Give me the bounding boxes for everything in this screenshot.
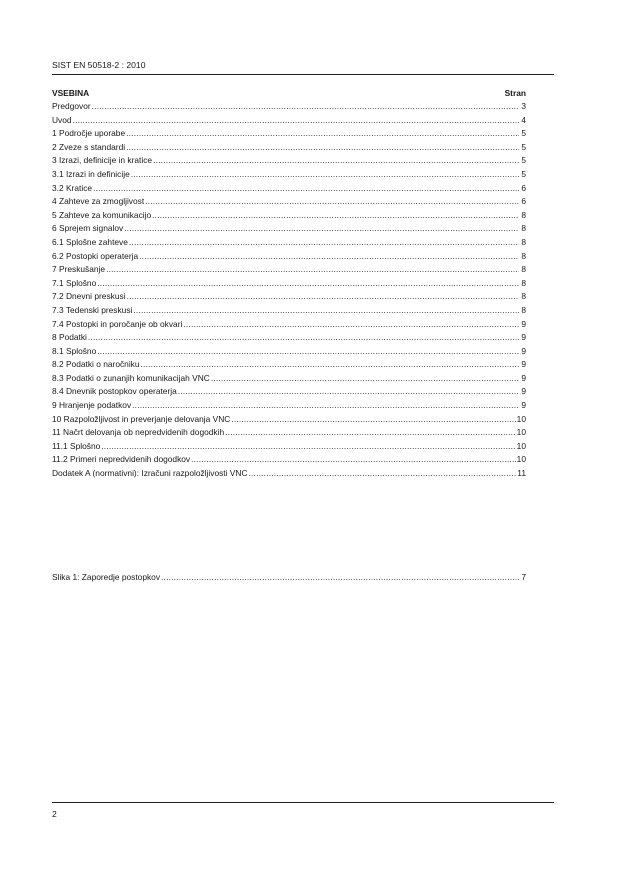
figure-entry-page: 7 <box>521 572 526 582</box>
toc-entry[interactable] <box>52 195 526 209</box>
toc-entry-page: 10 <box>516 454 526 465</box>
figure-list <box>52 571 526 585</box>
dot-leader <box>249 467 517 481</box>
toc-entry[interactable] <box>52 318 526 332</box>
toc-entry-title: 6.2 Postopki operaterja <box>52 250 139 261</box>
toc-entry-page: 9 <box>521 359 526 370</box>
toc-entry-page: 10 <box>516 440 526 451</box>
toc-entry-page: 5 <box>521 155 526 166</box>
toc-entry-title: 7.2 Dnevni preskusi <box>52 291 126 302</box>
toc-entry-page: 5 <box>521 141 526 152</box>
dot-leader <box>88 331 519 345</box>
dot-leader <box>191 453 516 467</box>
toc-entry-page: 9 <box>521 345 526 356</box>
dot-leader <box>93 182 519 196</box>
toc-entry[interactable] <box>52 372 526 386</box>
toc-entry-title: 6 Sprejem signalov <box>52 223 124 234</box>
figure-entry[interactable] <box>52 571 526 585</box>
toc-entry[interactable] <box>52 250 526 264</box>
header-rule <box>52 74 554 75</box>
toc-entry-title: 8.3 Podatki o zunanjih komunikacijah VNC <box>52 372 210 383</box>
toc-entry-page: 9 <box>521 318 526 329</box>
toc-entry-title: 11.2 Primeri nepredvidenih dogodkov <box>52 454 191 465</box>
toc-entry-title: 7 Preskušanje <box>52 264 106 275</box>
toc-entry-page: 8 <box>521 236 526 247</box>
dot-leader <box>152 209 519 223</box>
toc-entry-title: 8.2 Podatki o naročniku <box>52 359 140 370</box>
toc-entry-title: 6.1 Splošne zahteve <box>52 236 128 247</box>
toc-entry-page: 3 <box>521 101 526 111</box>
toc-entry-page: 8 <box>521 250 526 261</box>
dot-leader <box>101 440 515 454</box>
dot-leader <box>132 399 519 413</box>
toc-entry-page: 8 <box>521 223 526 234</box>
toc-entry[interactable] <box>52 358 526 372</box>
dot-leader <box>124 222 519 236</box>
toc-entry-title: 9 Hranjenje podatkov <box>52 400 132 411</box>
dot-leader <box>145 195 519 209</box>
toc-page-heading: Stran <box>504 88 526 98</box>
page-number: 2 <box>52 809 57 819</box>
dot-leader <box>225 426 516 440</box>
toc-entry-title: 1 Področje uporabe <box>52 128 126 139</box>
toc-heading: VSEBINA <box>52 88 90 98</box>
toc-entry[interactable] <box>52 426 526 440</box>
dot-leader <box>106 263 519 277</box>
toc-entry[interactable] <box>52 127 526 141</box>
dot-leader <box>127 290 519 304</box>
dot-leader <box>161 571 519 585</box>
figure-entry-title: Slika 1: Zaporedje postopkov <box>52 572 161 582</box>
toc-entry-title: 11 Načrt delovanja ob nepredvidenih dogodkih <box>52 427 225 438</box>
toc-entry-title: 3.2 Kratice <box>52 182 93 193</box>
toc-entry-page: 9 <box>521 372 526 383</box>
toc-entry[interactable] <box>52 236 526 250</box>
toc-entry-title: 5 Zahteve za komunikacijo <box>52 209 152 220</box>
toc-entry[interactable] <box>52 290 526 304</box>
toc-entry-title: Uvod <box>52 114 72 125</box>
toc-entry[interactable] <box>52 114 526 128</box>
dot-leader <box>183 318 519 332</box>
footer-rule <box>52 802 554 803</box>
toc-entry[interactable] <box>52 345 526 359</box>
toc-entry-title: Predgovor <box>52 101 91 111</box>
dot-leader <box>178 385 519 399</box>
toc-entry[interactable] <box>52 168 526 182</box>
toc-entry[interactable] <box>52 331 526 345</box>
toc-entry-title: Dodatek A (normativni): Izračuni razpoložljivosti VNC <box>52 468 248 479</box>
toc-entry-title: 8.4 Dnevnik postopkov operaterja <box>52 386 177 397</box>
dot-leader <box>73 114 519 128</box>
toc-entry-page: 8 <box>521 291 526 302</box>
toc-entry-page: 8 <box>521 277 526 288</box>
toc-entry[interactable] <box>52 277 526 291</box>
toc-entry-title: 10 Razpoložljivost in preverjanje delovanja VNC <box>52 413 231 424</box>
toc-entry-page: 9 <box>521 332 526 343</box>
toc-entry-title: 11.1 Splošno <box>52 440 101 451</box>
toc-entry-page: 5 <box>521 128 526 139</box>
toc-entry[interactable] <box>52 453 526 467</box>
toc-entry-page: 4 <box>521 114 526 125</box>
dot-leader <box>126 141 519 155</box>
toc-entry-page: 10 <box>516 413 526 424</box>
toc-entry-page: 6 <box>521 196 526 207</box>
dot-leader <box>211 372 519 386</box>
toc-entry-page: 8 <box>521 209 526 220</box>
dot-leader <box>139 250 519 264</box>
toc-entry-title: 7.3 Tedenski preskusi <box>52 304 133 315</box>
toc-entry[interactable] <box>52 182 526 196</box>
toc-entry-page: 8 <box>521 264 526 275</box>
toc-entry-page: 9 <box>521 400 526 411</box>
toc-entry[interactable] <box>52 399 526 413</box>
toc-entry[interactable] <box>52 141 526 155</box>
toc-entry-title: 8 Podatki <box>52 332 87 343</box>
toc-entries <box>52 100 526 481</box>
toc-entry-title: 8.1 Splošno <box>52 345 97 356</box>
toc-heading-row <box>52 86 526 100</box>
toc-entry[interactable] <box>52 467 526 481</box>
toc-entry[interactable] <box>52 222 526 236</box>
toc-entry[interactable] <box>52 100 526 114</box>
toc-entry-page: 11 <box>517 468 526 479</box>
toc-entry-title: 7.1 Splošno <box>52 277 97 288</box>
dot-leader <box>231 413 515 427</box>
toc-entry-page: 8 <box>521 304 526 315</box>
document-header: SIST EN 50518-2 : 2010 <box>52 60 146 70</box>
dot-leader <box>97 345 519 359</box>
dot-leader <box>141 358 519 372</box>
toc-entry-page: 10 <box>516 427 526 438</box>
table-of-contents <box>52 86 526 481</box>
toc-entry-title: 4 Zahteve za zmogljivost <box>52 196 145 207</box>
toc-entry-page: 9 <box>521 386 526 397</box>
toc-entry[interactable] <box>52 209 526 223</box>
toc-entry-title: 2 Zveze s standardi <box>52 141 126 152</box>
dot-leader <box>153 154 519 168</box>
dot-leader <box>133 304 519 318</box>
dot-leader <box>97 277 519 291</box>
toc-entry-title: 3 Izrazi, definicije in kratice <box>52 155 153 166</box>
toc-entry-page: 6 <box>521 182 526 193</box>
dot-leader <box>131 168 519 182</box>
toc-entry[interactable] <box>52 413 526 427</box>
toc-entry[interactable] <box>52 304 526 318</box>
toc-entry[interactable] <box>52 154 526 168</box>
dot-leader <box>92 100 519 114</box>
toc-entry-title: 7.4 Postopki in poročanje ob okvari <box>52 318 183 329</box>
toc-entry-page: 5 <box>521 168 526 179</box>
dot-leader <box>129 236 519 250</box>
toc-entry[interactable] <box>52 385 526 399</box>
dot-leader <box>126 127 519 141</box>
toc-entry-title: 3.1 Izrazi in definicije <box>52 168 130 179</box>
toc-entry[interactable] <box>52 263 526 277</box>
toc-entry[interactable] <box>52 440 526 454</box>
